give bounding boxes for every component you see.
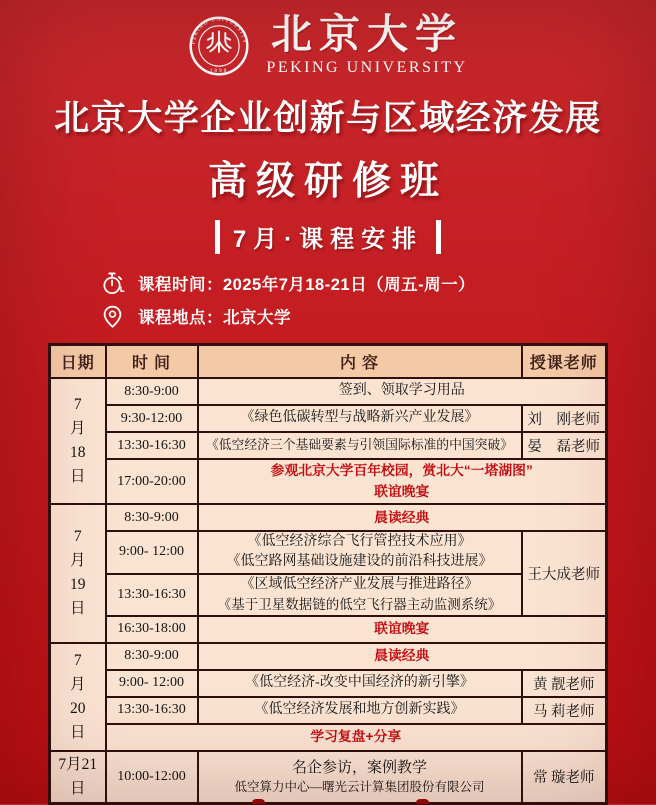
seal-year: 1898: [210, 67, 229, 74]
table-row: [50, 459, 607, 504]
decor-mark: [252, 799, 265, 804]
table-row: [50, 531, 607, 574]
content-cell: 《低空经济-改变中国经济的新引擎》: [198, 670, 522, 697]
table-row: [50, 432, 607, 459]
table-row: [50, 405, 607, 432]
seal-emblem: [208, 31, 231, 51]
content-cell: 《绿色低碳转型与战略新兴产业发展》: [198, 405, 522, 432]
schedule-table: [48, 343, 608, 805]
table-row: [50, 643, 607, 670]
date-cell-jul18: 7 月 18 日: [50, 378, 106, 504]
poster-title: [0, 91, 656, 206]
time-cell: 8:30-9:00: [106, 504, 198, 531]
date-cell-jul21: 7月21 日: [50, 751, 106, 804]
table-row: [50, 504, 607, 531]
course-time-row: [100, 271, 656, 295]
time-cell: 13:30-16:30: [106, 432, 198, 459]
pku-seal-icon: [188, 15, 250, 77]
time-cell: 17:00-20:00: [106, 459, 198, 504]
time-cell: 13:30-16:30: [106, 574, 198, 616]
teacher-cell: 刘 刚老师: [522, 405, 607, 432]
teacher-cell: 常 璇老师: [522, 751, 607, 804]
title-line2: 高级研修班: [207, 160, 448, 203]
content-cell: 《区域低空经济产业发展与推进路径》 《基于卫星数据链的低空飞行器主动监测系统》: [198, 574, 522, 616]
header-content: 内 容: [198, 345, 522, 379]
banner-text: 7月·课程安排: [232, 226, 424, 253]
course-time-text: [138, 271, 475, 295]
banner-left-bar: [215, 220, 220, 254]
logo-wordmark: [266, 11, 468, 77]
teacher-cell: 马 莉老师: [522, 697, 607, 724]
header-date: 日期: [50, 345, 106, 379]
time-cell: 9:00- 12:00: [106, 531, 198, 574]
teacher-cell: 黄 靓老师: [522, 670, 607, 697]
time-cell: 13:30-16:30: [106, 697, 198, 724]
time-cell: 16:30-18:00: [106, 616, 198, 643]
content-cell-highlight: 晨读经典: [198, 504, 607, 531]
date-cell-jul19: 7 月 19 日: [50, 504, 106, 643]
content-cell-highlight: 参观北京大学百年校园，赏北大“一塔湖图” 联谊晚宴: [198, 459, 607, 504]
month-banner: [0, 219, 656, 254]
table-row: [50, 751, 607, 804]
content-cell-highlight: 联谊晚宴: [198, 616, 607, 643]
university-logo: [0, 0, 656, 77]
header-time: 时 间: [106, 345, 198, 379]
course-time-value: 2025年7月18-21日（周五-周一）: [223, 276, 476, 294]
teacher-cell: 王大成老师: [522, 531, 607, 616]
time-cell: 8:30-9:00: [106, 378, 198, 405]
content-cell-highlight: 学习复盘+分享: [106, 724, 607, 751]
content-cell: 签到、领取学习用品: [198, 378, 607, 405]
content-cell: 《低空经济三个基础要素与引领国际标准的中国突破》: [198, 432, 522, 459]
teacher-cell: 晏 磊老师: [522, 432, 607, 459]
header-teacher: 授课老师: [522, 345, 607, 379]
table-row: [50, 378, 607, 405]
seal-arc-text: PEKING UNIVERSITY: [191, 16, 248, 45]
stopwatch-icon: [100, 271, 125, 296]
location-pin-icon: [100, 304, 125, 329]
decor-mark: [416, 799, 429, 804]
title-line1: 北京大学企业创新与区域经济发展: [54, 99, 602, 138]
university-name-cn: 北京大学: [271, 11, 463, 57]
course-location-label: 课程地点：: [138, 309, 223, 327]
time-cell: 9:00- 12:00: [106, 670, 198, 697]
time-cell: 8:30-9:00: [106, 643, 198, 670]
date-cell-jul20: 7 月 20 日: [50, 643, 106, 751]
content-cell: 《低空经济综合飞行管控技术应用》 《低空路网基础设施建设的前沿科技进展》: [198, 531, 522, 574]
time-cell: 10:00-12:00: [106, 751, 198, 804]
course-location-row: [100, 304, 656, 328]
table-header-row: [50, 345, 607, 379]
content-cell-highlight: 晨读经典: [198, 643, 607, 670]
table-row: [50, 697, 607, 724]
content-cell: 名企参访，案例教学 低空算力中心—曙光云计算集团股份有限公司: [198, 751, 522, 804]
university-name-en: PEKING UNIVERSITY: [266, 59, 468, 76]
course-info: [100, 271, 656, 328]
banner-right-bar: [436, 220, 441, 254]
course-location-text: [138, 304, 291, 328]
table-row: [50, 616, 607, 643]
course-time-label: 课程时间：: [138, 276, 223, 294]
content-cell: 《低空经济发展和地方创新实践》: [198, 697, 522, 724]
table-row: [50, 724, 607, 751]
course-location-value: 北京大学: [223, 309, 291, 327]
table-row: [50, 670, 607, 697]
time-cell: 9:30-12:00: [106, 405, 198, 432]
